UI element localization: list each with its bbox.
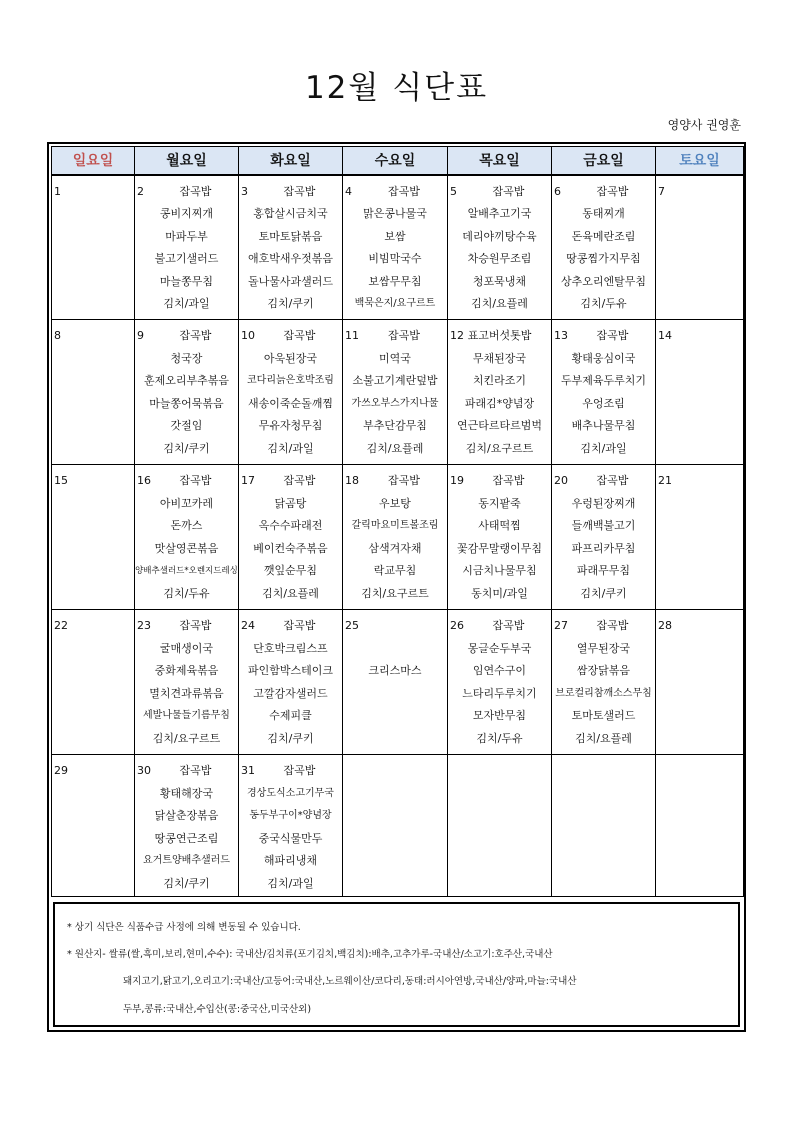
menu-item: 쌈장닭볶음 xyxy=(576,664,631,677)
day-number: 17 xyxy=(241,474,255,487)
menu-item: 중화제육볶음 xyxy=(154,664,219,677)
menu-item: 단호박크림스프 xyxy=(253,641,328,655)
day-number: 3 xyxy=(241,184,248,198)
menu-item: 우보탕 xyxy=(379,496,411,510)
menu-item: 김치/두유 xyxy=(476,731,523,745)
day-number: 16 xyxy=(137,474,151,487)
day-cell xyxy=(448,320,552,465)
day-cell xyxy=(448,755,552,897)
menu-item: 김치/과일 xyxy=(267,876,314,890)
day-cell xyxy=(552,320,656,465)
menu-item: 몽글순두부국 xyxy=(467,641,532,655)
menu-item: 데리야끼탕수육 xyxy=(462,229,537,243)
menu-item: 들깨백불고기 xyxy=(571,519,636,532)
menu-item: 가쓰오부스가지나물 xyxy=(351,397,439,409)
menu-item: 황태해장국 xyxy=(159,786,214,800)
menu-item: 고깔감자샐러드 xyxy=(253,686,328,700)
menu-item: 부추단감무침 xyxy=(363,419,427,432)
weekday-header: 금요일 xyxy=(552,147,656,175)
day-cell xyxy=(448,175,552,320)
day-number: 1 xyxy=(54,184,61,198)
menu-item: 브로컬리참깨소스무침 xyxy=(555,687,652,699)
menu-item: 연근타르타르범벅 xyxy=(456,419,542,432)
menu-item: 치킨라조기 xyxy=(472,374,527,387)
day-cell xyxy=(448,610,552,755)
menu-item: 훈제오리부추볶음 xyxy=(143,374,229,387)
note-line: 돼지고기,닭고기,오리고기:국내산/고등어:국내산,노르웨이산/코다리,동태:러시아연방,국내산/양파,마늘:국내산 xyxy=(123,976,577,987)
menu-item: 알배추고기국 xyxy=(467,207,532,220)
menu-item: 열무된장국 xyxy=(576,641,631,655)
menu-item: 홍합살시금치국 xyxy=(253,207,328,220)
menu-rice: 잡곡밥 xyxy=(179,474,212,487)
menu-item: 김치/쿠키 xyxy=(267,297,314,310)
day-cell xyxy=(52,320,135,465)
menu-table xyxy=(51,146,744,897)
menu-item: 비빔막국수 xyxy=(368,252,422,265)
menu-item: 깻잎순무침 xyxy=(263,564,318,577)
note-line: * 상기 식단은 식품수급 사정에 의해 변동될 수 있습니다. xyxy=(67,922,301,933)
menu-item: 돈까스 xyxy=(170,519,203,532)
note-line: * 원산지- 쌀류(쌀,흑미,보리,현미,수수): 국내산/김치류(포기김치,백김치):배추,고추가루-국내산/소고기:호주산,국내산 xyxy=(67,949,553,960)
day-cell xyxy=(343,465,448,610)
menu-item: 코다리늙은호박조림 xyxy=(247,375,334,386)
holiday-note: 크리스마스 xyxy=(368,664,422,677)
menu-item: 세발나물들기름무침 xyxy=(143,710,230,721)
day-cell xyxy=(552,465,656,610)
menu-item: 불고기샐러드 xyxy=(154,252,219,265)
menu-item: 김치/쿠키 xyxy=(163,876,210,890)
day-number: 27 xyxy=(554,619,568,632)
menu-item: 김치/쿠키 xyxy=(580,586,627,600)
menu-item: 요거트양배추샐러드 xyxy=(143,855,230,866)
menu-rice: 잡곡밥 xyxy=(283,764,316,777)
menu-rice: 잡곡밥 xyxy=(596,329,629,342)
day-cell xyxy=(52,175,135,320)
day-number: 22 xyxy=(54,619,68,632)
menu-item: 갈릭마요미트볼조림 xyxy=(351,520,439,531)
day-cell xyxy=(52,755,135,897)
week-row xyxy=(52,320,744,465)
weekday-header: 목요일 xyxy=(448,147,552,175)
menu-item: 마늘쫑무침 xyxy=(159,274,214,288)
day-number: 24 xyxy=(241,619,255,632)
day-number: 30 xyxy=(137,764,151,777)
day-cell xyxy=(135,175,239,320)
menu-item: 애호박새우젓볶음 xyxy=(247,252,333,265)
day-number: 13 xyxy=(554,329,568,342)
menu-item: 임연수구이 xyxy=(472,664,527,677)
weekday-header: 월요일 xyxy=(135,147,239,175)
menu-rice: 잡곡밥 xyxy=(596,619,629,632)
menu-item: 베이컨숙주볶음 xyxy=(253,541,328,555)
day-cell xyxy=(552,755,656,897)
day-number: 15 xyxy=(54,474,68,487)
menu-rice: 잡곡밥 xyxy=(388,184,420,198)
menu-item: 파래무무침 xyxy=(576,564,631,577)
menu-item: 모자반무침 xyxy=(472,709,527,722)
day-number: 25 xyxy=(345,619,359,632)
menu-item: 옥수수파래전 xyxy=(258,519,323,532)
day-cell xyxy=(135,465,239,610)
menu-item: 동지팥죽 xyxy=(478,496,521,510)
menu-item: 파인함박스테이크 xyxy=(247,664,333,677)
menu-item: 소불고기계란덮밥 xyxy=(352,374,438,387)
menu-item: 갓절임 xyxy=(170,419,203,432)
day-cell xyxy=(239,610,343,755)
day-number: 18 xyxy=(345,474,359,487)
day-number: 23 xyxy=(137,619,151,632)
day-cell xyxy=(52,465,135,610)
menu-item: 돈육메란조림 xyxy=(571,229,636,243)
menu-item: 무채된장국 xyxy=(472,351,527,365)
menu-rice: 잡곡밥 xyxy=(283,329,316,342)
menu-item: 김치/두유 xyxy=(580,297,627,310)
day-number: 2 xyxy=(137,184,144,198)
day-number: 28 xyxy=(658,619,672,632)
menu-item: 삼색겨자채 xyxy=(368,541,422,555)
day-cell xyxy=(552,610,656,755)
menu-rice: 잡곡밥 xyxy=(492,184,525,198)
menu-item: 동치미/과일 xyxy=(471,586,528,600)
day-number: 11 xyxy=(345,329,359,342)
weekday-header: 화요일 xyxy=(239,147,343,175)
weekday-header-row xyxy=(52,147,744,175)
menu-item: 김치/쿠키 xyxy=(163,441,210,455)
day-cell xyxy=(135,320,239,465)
menu-item: 동두부구이*양념장 xyxy=(249,810,332,821)
menu-item: 수제피클 xyxy=(269,709,312,722)
menu-item: 양배추샐러드*오렌지드레싱 xyxy=(135,566,238,576)
day-number: 29 xyxy=(54,764,68,777)
menu-item: 김치/요구르트 xyxy=(361,586,429,600)
menu-item: 맛살영콘볶음 xyxy=(154,541,219,555)
notes-box xyxy=(53,902,740,1027)
menu-item: 차승원무조림 xyxy=(467,252,532,265)
menu-item: 굴매생이국 xyxy=(159,641,214,655)
day-cell xyxy=(52,610,135,755)
day-cell xyxy=(448,465,552,610)
menu-rice: 잡곡밥 xyxy=(596,474,629,487)
menu-item: 보쌈 xyxy=(384,229,406,243)
day-cell xyxy=(135,610,239,755)
menu-item: 아욱된장국 xyxy=(263,351,318,365)
day-cell xyxy=(343,610,448,755)
day-number: 31 xyxy=(241,764,255,777)
menu-rice: 잡곡밥 xyxy=(388,329,420,342)
menu-item: 해파리냉채 xyxy=(263,854,318,867)
day-cell xyxy=(552,175,656,320)
day-cell xyxy=(656,320,744,465)
menu-rice: 잡곡밥 xyxy=(283,619,316,632)
menu-item: 김치/요플레 xyxy=(471,297,528,310)
menu-item: 김치/요플레 xyxy=(575,731,632,745)
menu-item: 경상도식소고기무국 xyxy=(247,787,334,799)
day-cell xyxy=(343,175,448,320)
day-number: 20 xyxy=(554,474,568,487)
menu-item: 마파두부 xyxy=(165,229,208,243)
menu-item: 미역국 xyxy=(379,351,411,365)
menu-rice: 잡곡밥 xyxy=(179,329,212,342)
day-number: 12 xyxy=(450,329,464,342)
day-number: 8 xyxy=(54,329,61,342)
menu-item: 땅콩연근조림 xyxy=(154,831,219,845)
day-cell xyxy=(343,320,448,465)
menu-item: 보쌈무무침 xyxy=(368,274,422,288)
page-title: 12월 식단표 xyxy=(304,70,489,106)
day-number: 5 xyxy=(450,184,457,198)
menu-rice: 잡곡밥 xyxy=(492,474,525,487)
menu-rice: 잡곡밥 xyxy=(283,184,316,198)
menu-item: 멸치견과류볶음 xyxy=(149,686,224,700)
menu-item: 상추오리엔탈무침 xyxy=(560,274,646,288)
menu-item: 배추나물무침 xyxy=(571,419,636,432)
menu-item: 아비꼬카레 xyxy=(159,496,214,510)
menu-rice: 잡곡밥 xyxy=(388,474,420,487)
menu-item: 사태떡찜 xyxy=(478,519,521,532)
menu-rice: 표고버섯톳밥 xyxy=(467,329,532,342)
menu-rice: 잡곡밥 xyxy=(179,619,212,632)
day-cell xyxy=(656,175,744,320)
weekday-header: 일요일 xyxy=(52,147,135,175)
menu-item: 마늘쫑어묵볶음 xyxy=(149,396,224,410)
menu-item: 새송이죽순돌깨찜 xyxy=(247,396,333,410)
day-cell xyxy=(343,755,448,897)
day-number: 19 xyxy=(450,474,464,487)
week-row xyxy=(52,465,744,610)
day-number: 10 xyxy=(241,329,255,342)
menu-item: 땅콩찜가지무침 xyxy=(566,252,641,265)
menu-item: 청국장 xyxy=(170,351,203,365)
menu-item: 김치/과일 xyxy=(580,441,627,455)
menu-item: 김치/요구르트 xyxy=(465,441,534,455)
menu-item: 닭살춘장볶음 xyxy=(154,809,219,822)
menu-item: 김치/요플레 xyxy=(262,586,319,600)
menu-rice: 잡곡밥 xyxy=(179,184,212,198)
menu-item: 김치/과일 xyxy=(267,441,314,455)
menu-item: 파래김*양념장 xyxy=(464,396,535,410)
day-cell xyxy=(656,610,744,755)
menu-rice: 잡곡밥 xyxy=(492,619,525,632)
week-row xyxy=(52,755,744,897)
menu-item: 꽃감무말랭이무침 xyxy=(456,541,542,555)
menu-item: 락교무침 xyxy=(373,564,417,577)
menu-item: 시금치나물무침 xyxy=(462,564,537,577)
menu-item: 동태찌개 xyxy=(582,207,625,220)
menu-item: 김치/두유 xyxy=(163,586,210,600)
menu-item: 무유자청무침 xyxy=(258,419,323,432)
menu-item: 맑은콩나물국 xyxy=(363,207,427,220)
menu-item: 두부제육두루치기 xyxy=(560,374,646,387)
menu-item: 닭곰탕 xyxy=(274,496,307,510)
day-number: 4 xyxy=(345,184,352,198)
day-number: 26 xyxy=(450,619,464,632)
week-row xyxy=(52,175,744,320)
menu-item: 토마토닭볶음 xyxy=(258,229,323,243)
weekday-header: 수요일 xyxy=(343,147,448,175)
menu-item: 청포묵냉채 xyxy=(472,274,527,288)
menu-frame xyxy=(47,142,746,1032)
weekday-header: 토요일 xyxy=(656,147,744,175)
day-number: 7 xyxy=(658,184,665,198)
day-cell xyxy=(656,755,744,897)
day-number: 14 xyxy=(658,329,672,342)
menu-item: 김치/쿠키 xyxy=(267,731,314,745)
menu-item: 콩비지찌개 xyxy=(159,207,214,220)
day-number: 6 xyxy=(554,184,561,198)
menu-item: 파프리카무침 xyxy=(571,541,636,555)
menu-item: 우렁된장찌개 xyxy=(571,496,636,510)
day-cell xyxy=(135,755,239,897)
note-line: 두부,콩류:국내산,수입산(콩:중국산,미국산외) xyxy=(123,1004,312,1015)
menu-item: 우엉조림 xyxy=(582,396,625,410)
menu-item: 김치/요플레 xyxy=(366,441,424,455)
day-number: 9 xyxy=(137,329,144,342)
week-row xyxy=(52,610,744,755)
menu-item: 돌나물사과샐러드 xyxy=(247,274,333,288)
day-cell xyxy=(656,465,744,610)
menu-item: 김치/요구르트 xyxy=(152,731,221,745)
day-cell xyxy=(239,320,343,465)
menu-rice: 잡곡밥 xyxy=(283,474,316,487)
day-cell xyxy=(239,175,343,320)
menu-rice: 잡곡밥 xyxy=(179,764,212,777)
menu-item: 느타리두루치기 xyxy=(462,686,537,700)
menu-rice: 잡곡밥 xyxy=(596,184,629,198)
menu-item: 황태웅심이국 xyxy=(571,351,636,365)
day-cell xyxy=(239,755,343,897)
menu-body xyxy=(52,175,744,897)
menu-item: 백묵은지/요구르트 xyxy=(354,298,436,309)
day-number: 21 xyxy=(658,474,672,487)
dietitian-name: 영양사 권영훈 xyxy=(667,118,741,132)
menu-item: 중국식물만두 xyxy=(258,831,323,845)
day-cell xyxy=(239,465,343,610)
menu-item: 김치/과일 xyxy=(163,297,210,310)
menu-item: 토마토샐러드 xyxy=(571,709,636,722)
